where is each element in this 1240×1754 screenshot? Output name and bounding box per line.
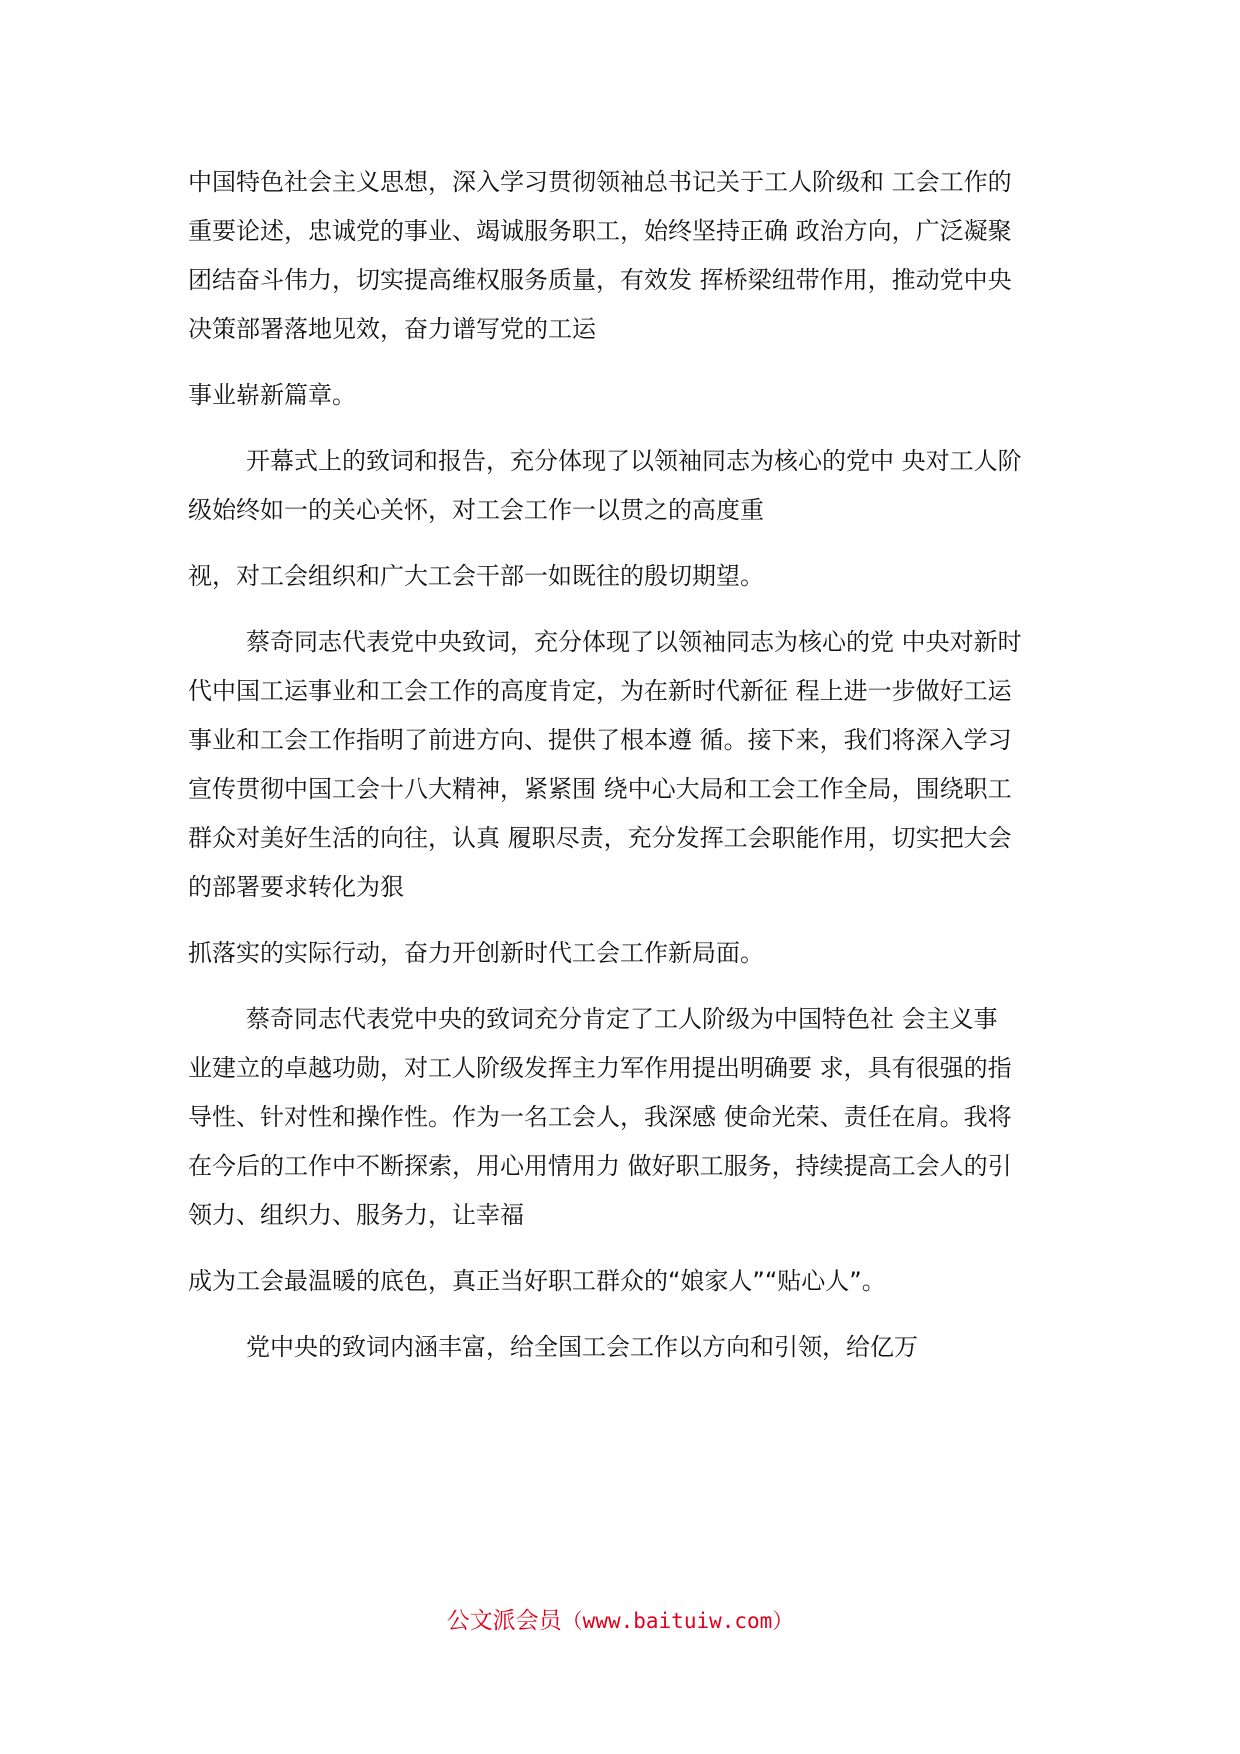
text-line: 在今后的工作中不断探索，用心用情用力 做好职工服务，持续提高工会人的引: [188, 1152, 1012, 1180]
footer-brand: 公文派会员: [446, 1608, 562, 1634]
text-line: 团结奋斗伟力，切实提高维权服务质量，有效发 挥桥梁纽带作用，推动党中央: [188, 266, 1012, 294]
text-line: 视，对工会组织和广大工会干部一如既往的殷切期望。: [188, 562, 764, 590]
paragraph-start: 蔡奇同志代表党中央的致词充分肯定了工人阶级为中国特色社 会主义事: [246, 1005, 998, 1033]
text-line: 决策部署落地见效，奋力谱写党的工运: [188, 315, 596, 343]
text-line: 级始终如一的关心关怀，对工会工作一以贯之的高度重: [188, 496, 764, 524]
text-line: 领力、组织力、服务力，让幸福: [188, 1201, 524, 1229]
text-line: 事业崭新篇章。: [188, 381, 356, 409]
text-line: 导性、针对性和操作性。作为一名工会人，我深感 使命光荣、责任在肩。我将: [188, 1103, 1012, 1131]
text-line: 重要论述，忠诚党的事业、竭诚服务职工，始终坚持正确 政治方向，广泛凝聚: [188, 217, 1012, 245]
text-line: 群众对美好生活的向往，认真 履职尽责，充分发挥工会职能作用，切实把大会: [188, 824, 1012, 852]
text-line: 代中国工运事业和工会工作的高度肯定，为在新时代新征 程上进一步做好工运: [188, 677, 1012, 705]
text-line: 中国特色社会主义思想，深入学习贯彻领袖总书记关于工人阶级和 工会工作的: [188, 168, 1012, 196]
footer-watermark: [0, 1604, 1240, 1638]
text-line: 成为工会最温暖的底色，真正当好职工群众的“娘家人”“贴心人”。: [188, 1267, 886, 1295]
text-line: 宣传贯彻中国工会十八大精神，紧紧围 绕中心大局和工会工作全局，围绕职工: [188, 775, 1012, 803]
footer-site-link[interactable]: （www.baituiw.com）: [561, 1609, 794, 1633]
paragraph-start: 开幕式上的致词和报告，充分体现了以领袖同志为核心的党中 央对工人阶: [246, 447, 1022, 475]
text-line: 抓落实的实际行动，奋力开创新时代工会工作新局面。: [188, 939, 764, 967]
text-line: 的部署要求转化为狠: [188, 873, 404, 901]
text-line: 业建立的卓越功勋，对工人阶级发挥主力军作用提出明确要 求，具有很强的指: [188, 1054, 1012, 1082]
paragraph-start: 党中央的致词内涵丰富，给全国工会工作以方向和引领，给亿万: [246, 1333, 918, 1361]
text-line: 事业和工会工作指明了前进方向、提供了根本遵 循。接下来，我们将深入学习: [188, 726, 1012, 754]
paragraph-start: 蔡奇同志代表党中央致词，充分体现了以领袖同志为核心的党 中央对新时: [246, 628, 1022, 656]
document-body: [188, 158, 1058, 1372]
